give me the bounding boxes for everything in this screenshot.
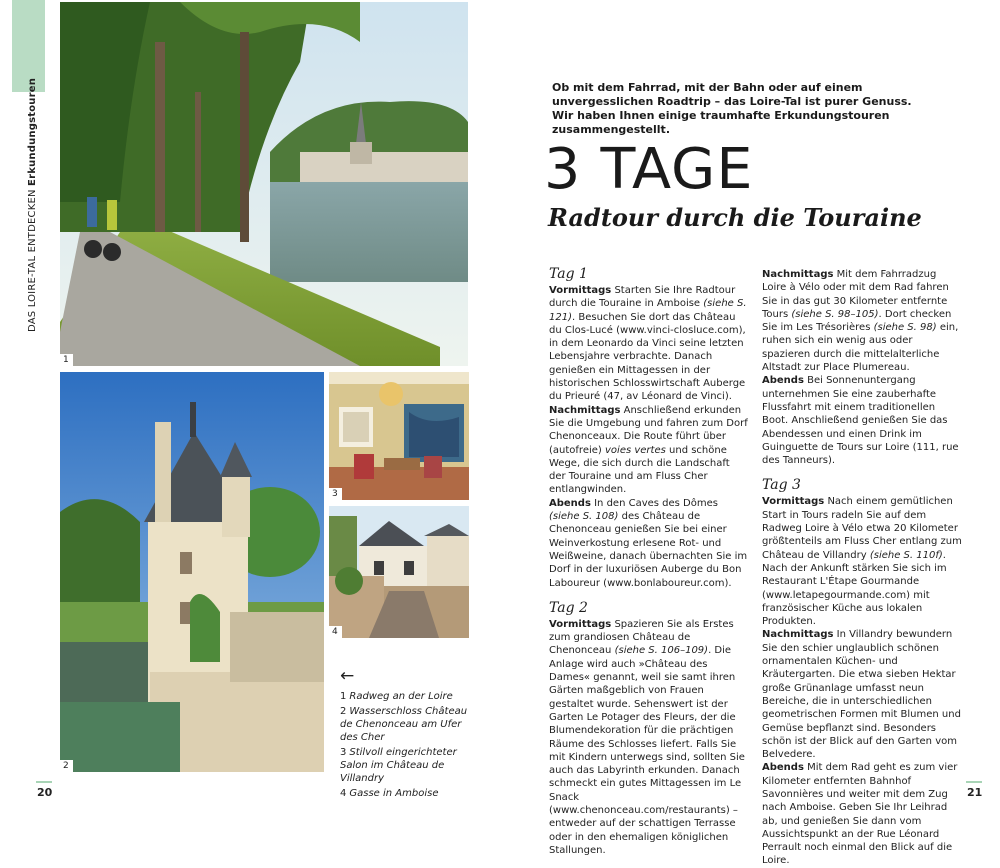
page-number-right: 21 [967,786,983,799]
caption-item: 1 Radweg an der Loire [340,691,453,702]
paragraph-abends: Abends Bei Sonnenuntergang unternehmen Sie eine zauberhafte Flussfahrt mit einem traditionellen Boot. Anschließend genießen Sie das Abendessen und einen Drink im Guinguette de Tours sur Loire (111, rue des Tanneurs). [762,375,959,467]
text-column-right [762,268,962,868]
caption-item: 3 Stilvoll eingerichteter Salon im Château de Villandry [340,747,457,784]
text-column-left [549,266,749,857]
intro-text: Ob mit dem Fahrrad, mit der Bahn oder auf einem unvergesslichen Roadtrip – das Loire-Tal ist purer Genuss. Wir haben Ihnen einige traumhafte Erkundungstouren zusammengestellt. [552,81,912,136]
paragraph-nachmittags: Nachmittags In Villandry bewundern Sie den schier unglaublich schönen ornamentalen Küchen- und Kräutergarten. Die etwa sieben Hektar große Grünanlage umfasst neun Bereiche, die in unterschiedlichen geometrischen Formen mit Blumen und Gemüse bepflanzt sind. Besonders schön ist der Blick auf den Garten vom Belvedere. [762,629,961,761]
page-number-rule-left [36,781,52,783]
paragraph-abends: Abends In den Caves des Dômes (siehe S. 108) des Château de Chenonceau genießen Sie bei einer Weinverkostung erlesene Rot- und Weißweine, danach übernachten Sie im Dorf in der luxuriösen Auberge du Bon Laboureur (www.bonlaboureur.com). [549,497,748,589]
photo-number: 1 [60,354,73,366]
paragraph-vormittags: Vormittags Starten Sie Ihre Radtour durch die Touraine in Amboise (siehe S. 121). Besuchen Sie dort das Château du Clos-Lucé (www.vinci-closluce.com), in dem Leonardo da Vinci seine letzten Lebensjahre verbrachte. Danach genießen ein Mittagessen in der historischen Schlosswirtschaft Auberge du Prieuré (47, av Léonard de Vinci). [549,285,747,403]
photo-chenonceau [60,372,324,772]
page-subtitle: Radtour durch die Touraine [548,203,922,232]
paragraph-nachmittags: Nachmittags Mit dem Fahrradzug Loire à Vélo oder mit dem Rad fahren Sie in das gut 30 Kilometer entfernte Tours (siehe S. 98–105). Dort checken Sie im Les Trésorières (siehe S. 98) ein, ruhen sich ein wenig aus oder spazieren durch die mittelalterliche Altstadt zur Place Plumereau. [762,269,959,374]
photo-salon [329,372,469,500]
paragraph-nachmittags: Nachmittags Anschließend erkunden Sie die Umgebung und fahren zum Dorf Chenonceaux. Die Route führt über (autofreie) voies vertes und schöne Wege, die sich durch die Landschaft der Touraine und am Fluss Cher entlangwinden. [549,404,748,496]
paragraph-vormittags: Vormittags Spazieren Sie als Erstes zum grandiosen Château de Chenonceau (siehe S. 106–109). Die Anlage wird auch »Château des Dames« genannt, weil sie samt ihren Gärten maßgeblich von Frauen gestaltet wurde. Sehenswert ist der Garten Le Potager des Fleurs, der die Blumendekoration für die prächtigen Räume des Schlosses liefert. Falls Sie mit Kindern unterwegs sind, sollten Sie auch das Labyrinth erkunden. Danach schmeckt ein gutes Mittagessen im Le Snack (www.chenonceau.com/restaurants) – entweder auf der schattigen Terrasse oder in den ehemaligen königlichen Stallungen. [549,618,745,856]
day-heading: Tag 3 [762,477,801,494]
page-title: 3 TAGE [543,137,754,202]
photo-number: 4 [329,626,342,638]
day-heading: Tag 2 [549,599,588,616]
page-number-rule-right [966,781,982,783]
caption-item: 4 Gasse in Amboise [340,788,439,799]
photo-amboise-lane [329,506,469,638]
spine-topic: Erkundungstouren [27,77,38,186]
photo-captions [340,668,468,802]
paragraph-vormittags: Vormittags Nach einem gemütlichen Start in Tours radeln Sie auf dem Radweg Loire à Vélo etwa 20 Kilometer größtenteils am Fluss Cher entlang zum Château de Villandry (siehe S. 110f). Nach der Ankunft stärken Sie sich im Restaurant L'Étape Gourmande (www.letapegourmande.com) mit französischer Küche aus lokalen Produkten. [762,496,962,628]
spine-label [27,77,38,332]
paragraph-abends: Abends Mit dem Rad geht es zum vier Kilometer entfernten Bahnhof Savonnières und weiter mit dem Zug nach Amboise. Geben Sie Ihr Leihrad ab, und genießen Sie dann vom Aussichtspunkt an der Rue Léonard Perrault noch einmal den Blick auf die Loire. [762,762,958,867]
caption-item: 2 Wasserschloss Château de Chenonceau am Ufer des Cher [340,706,468,743]
page-number-left: 20 [37,786,53,799]
photo-number: 3 [329,488,342,500]
day-heading: Tag 1 [549,266,588,282]
photo-number: 2 [60,760,73,772]
arrow-left-icon: ← [340,666,355,686]
spine-section: DAS LOIRE-TAL ENTDECKEN [27,189,38,332]
photo-bike-path [60,2,468,366]
